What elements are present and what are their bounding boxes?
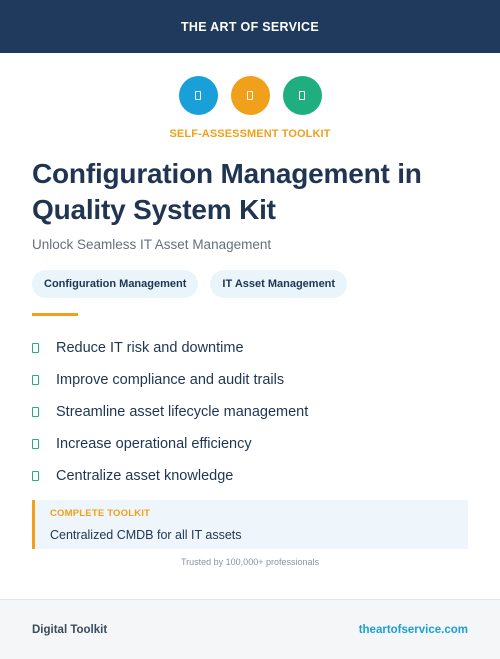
- benefit-text: Reduce IT risk and downtime: [56, 340, 244, 356]
- check-icon: [32, 375, 39, 385]
- brand-name: THE ART OF SERVICE: [180, 19, 320, 34]
- benefit-text: Streamline asset lifecycle management: [56, 404, 309, 420]
- benefit-item: [32, 332, 308, 364]
- benefit-text: Centralize asset knowledge: [56, 468, 234, 484]
- footer-label: Digital Toolkit: [32, 623, 108, 636]
- benefit-item: [32, 364, 308, 396]
- subtitle: Unlock Seamless IT Asset Management: [32, 237, 272, 252]
- accent-divider: [32, 313, 78, 316]
- benefit-item: [32, 396, 308, 428]
- check-icon: [32, 343, 39, 353]
- tag-pill: Configuration Management: [32, 270, 198, 298]
- benefit-item: [32, 460, 308, 492]
- toolkit-text: Centralized CMDB for all IT assets: [50, 528, 242, 542]
- kicker-label: SELF-ASSESSMENT TOOLKIT: [169, 128, 331, 140]
- benefit-text: Improve compliance and audit trails: [56, 372, 285, 388]
- check-icon: [32, 439, 39, 449]
- document-icon: [231, 76, 270, 115]
- footer: [0, 599, 500, 659]
- benefit-list: [32, 332, 308, 492]
- document-icon: [179, 76, 218, 115]
- benefit-item: [32, 428, 308, 460]
- benefit-text: Increase operational efficiency: [56, 436, 252, 452]
- tag-list: [32, 270, 347, 298]
- icon-row: [0, 76, 500, 115]
- toolkit-callout: [32, 500, 468, 549]
- website-link[interactable]: theartofservice.com: [358, 623, 468, 636]
- toolkit-label: COMPLETE TOOLKIT: [50, 508, 151, 519]
- tag-pill: IT Asset Management: [210, 270, 347, 298]
- trust-note: Trusted by 100,000+ professionals: [180, 557, 319, 567]
- document-icon: [283, 76, 322, 115]
- page-title: Configuration Management in Quality System Kit: [32, 158, 422, 225]
- check-icon: [32, 471, 39, 481]
- check-icon: [32, 407, 39, 417]
- top-banner: [0, 0, 500, 53]
